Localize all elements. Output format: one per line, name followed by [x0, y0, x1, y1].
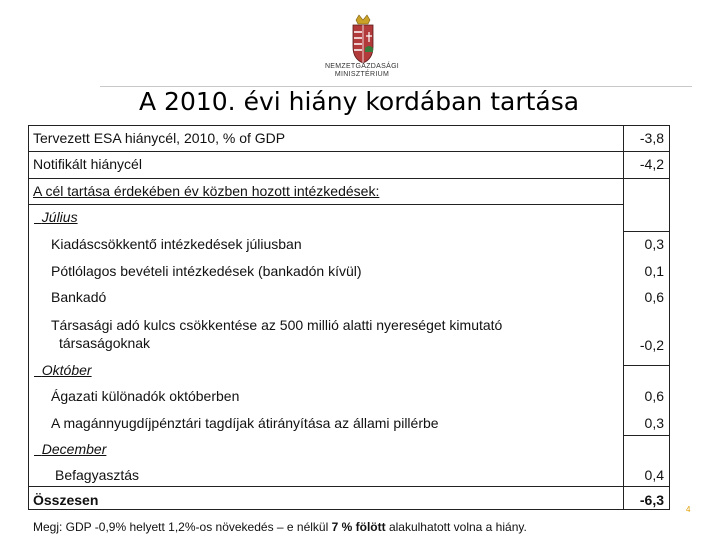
- footnote-text-end: alakulhatott volna a hiány.: [385, 520, 527, 534]
- row-value-sector-taxes: 0,6: [644, 388, 664, 404]
- row-label-sector-taxes: Ágazati különadók októberben: [51, 388, 240, 404]
- section-october: [34, 362, 92, 379]
- row-divider: [28, 204, 624, 205]
- ministry-line2: MINISZTÉRIUM: [334, 71, 390, 78]
- row-label-total: Összesen: [33, 492, 99, 508]
- row-label-corporate-tax-line2: társaságoknak: [59, 335, 151, 351]
- row-divider: [623, 435, 670, 436]
- row-divider: [623, 365, 670, 366]
- row-divider: [28, 486, 670, 487]
- row-divider: [623, 231, 670, 232]
- footnote-emphasis: 7 % fölött: [331, 520, 386, 534]
- section-july-label: Július: [41, 209, 78, 225]
- ministry-name: [300, 63, 424, 79]
- row-value-spending-cuts: 0,3: [644, 236, 664, 252]
- row-value-pension-redirect: 0,3: [644, 415, 664, 431]
- footnote: [33, 520, 527, 534]
- page-title: A 2010. évi hiány kordában tartása: [139, 87, 580, 116]
- ministry-line1: NEMZETGAZDASÁGI: [324, 63, 400, 70]
- row-value-planned-target: -3,8: [639, 130, 664, 146]
- row-label-extra-revenue: Pótlólagos bevételi intézkedések (bankadón kívül): [51, 263, 362, 279]
- row-value-freeze: 0,4: [644, 467, 664, 483]
- row-label-planned-target: Tervezett ESA hiánycél, 2010, % of GDP: [33, 130, 286, 146]
- row-value-bank-tax: 0,6: [644, 289, 664, 305]
- row-value-extra-revenue: 0,1: [644, 263, 664, 279]
- page-number: 4: [686, 505, 691, 514]
- footnote-text-start: Megj: GDP -0,9% helyett 1,2%-os növekedés – e nélkül: [33, 520, 332, 534]
- table-column-divider: [623, 125, 624, 510]
- row-value-notified-target: -4,2: [639, 156, 664, 172]
- row-label-bank-tax: Bankadó: [51, 289, 107, 305]
- row-label-pension-redirect: A magánnyugdíjpénztári tagdíjak átirányítása az állami pillérbe: [51, 415, 439, 431]
- row-value-corporate-tax: -0,2: [639, 337, 664, 353]
- row-label-corporate-tax-line1: Társasági adó kulcs csökkentése az 500 millió alatti nyereséget kimutató: [51, 317, 503, 333]
- section-december: [34, 441, 106, 458]
- section-october-label: Október: [41, 362, 92, 378]
- row-divider: [28, 151, 670, 152]
- row-divider: [28, 178, 670, 179]
- row-label-notified-target: Notifikált hiánycél: [33, 156, 142, 172]
- measures-intro: A cél tartása érdekében év közben hozott intézkedések:: [33, 183, 380, 199]
- section-july: [34, 209, 78, 226]
- section-december-label: December: [41, 441, 107, 457]
- row-value-total: -6,3: [639, 492, 664, 508]
- row-label-freeze: Befagyasztás: [55, 467, 140, 483]
- row-label-spending-cuts: Kiadáscsökkentő intézkedések júliusban: [51, 236, 302, 252]
